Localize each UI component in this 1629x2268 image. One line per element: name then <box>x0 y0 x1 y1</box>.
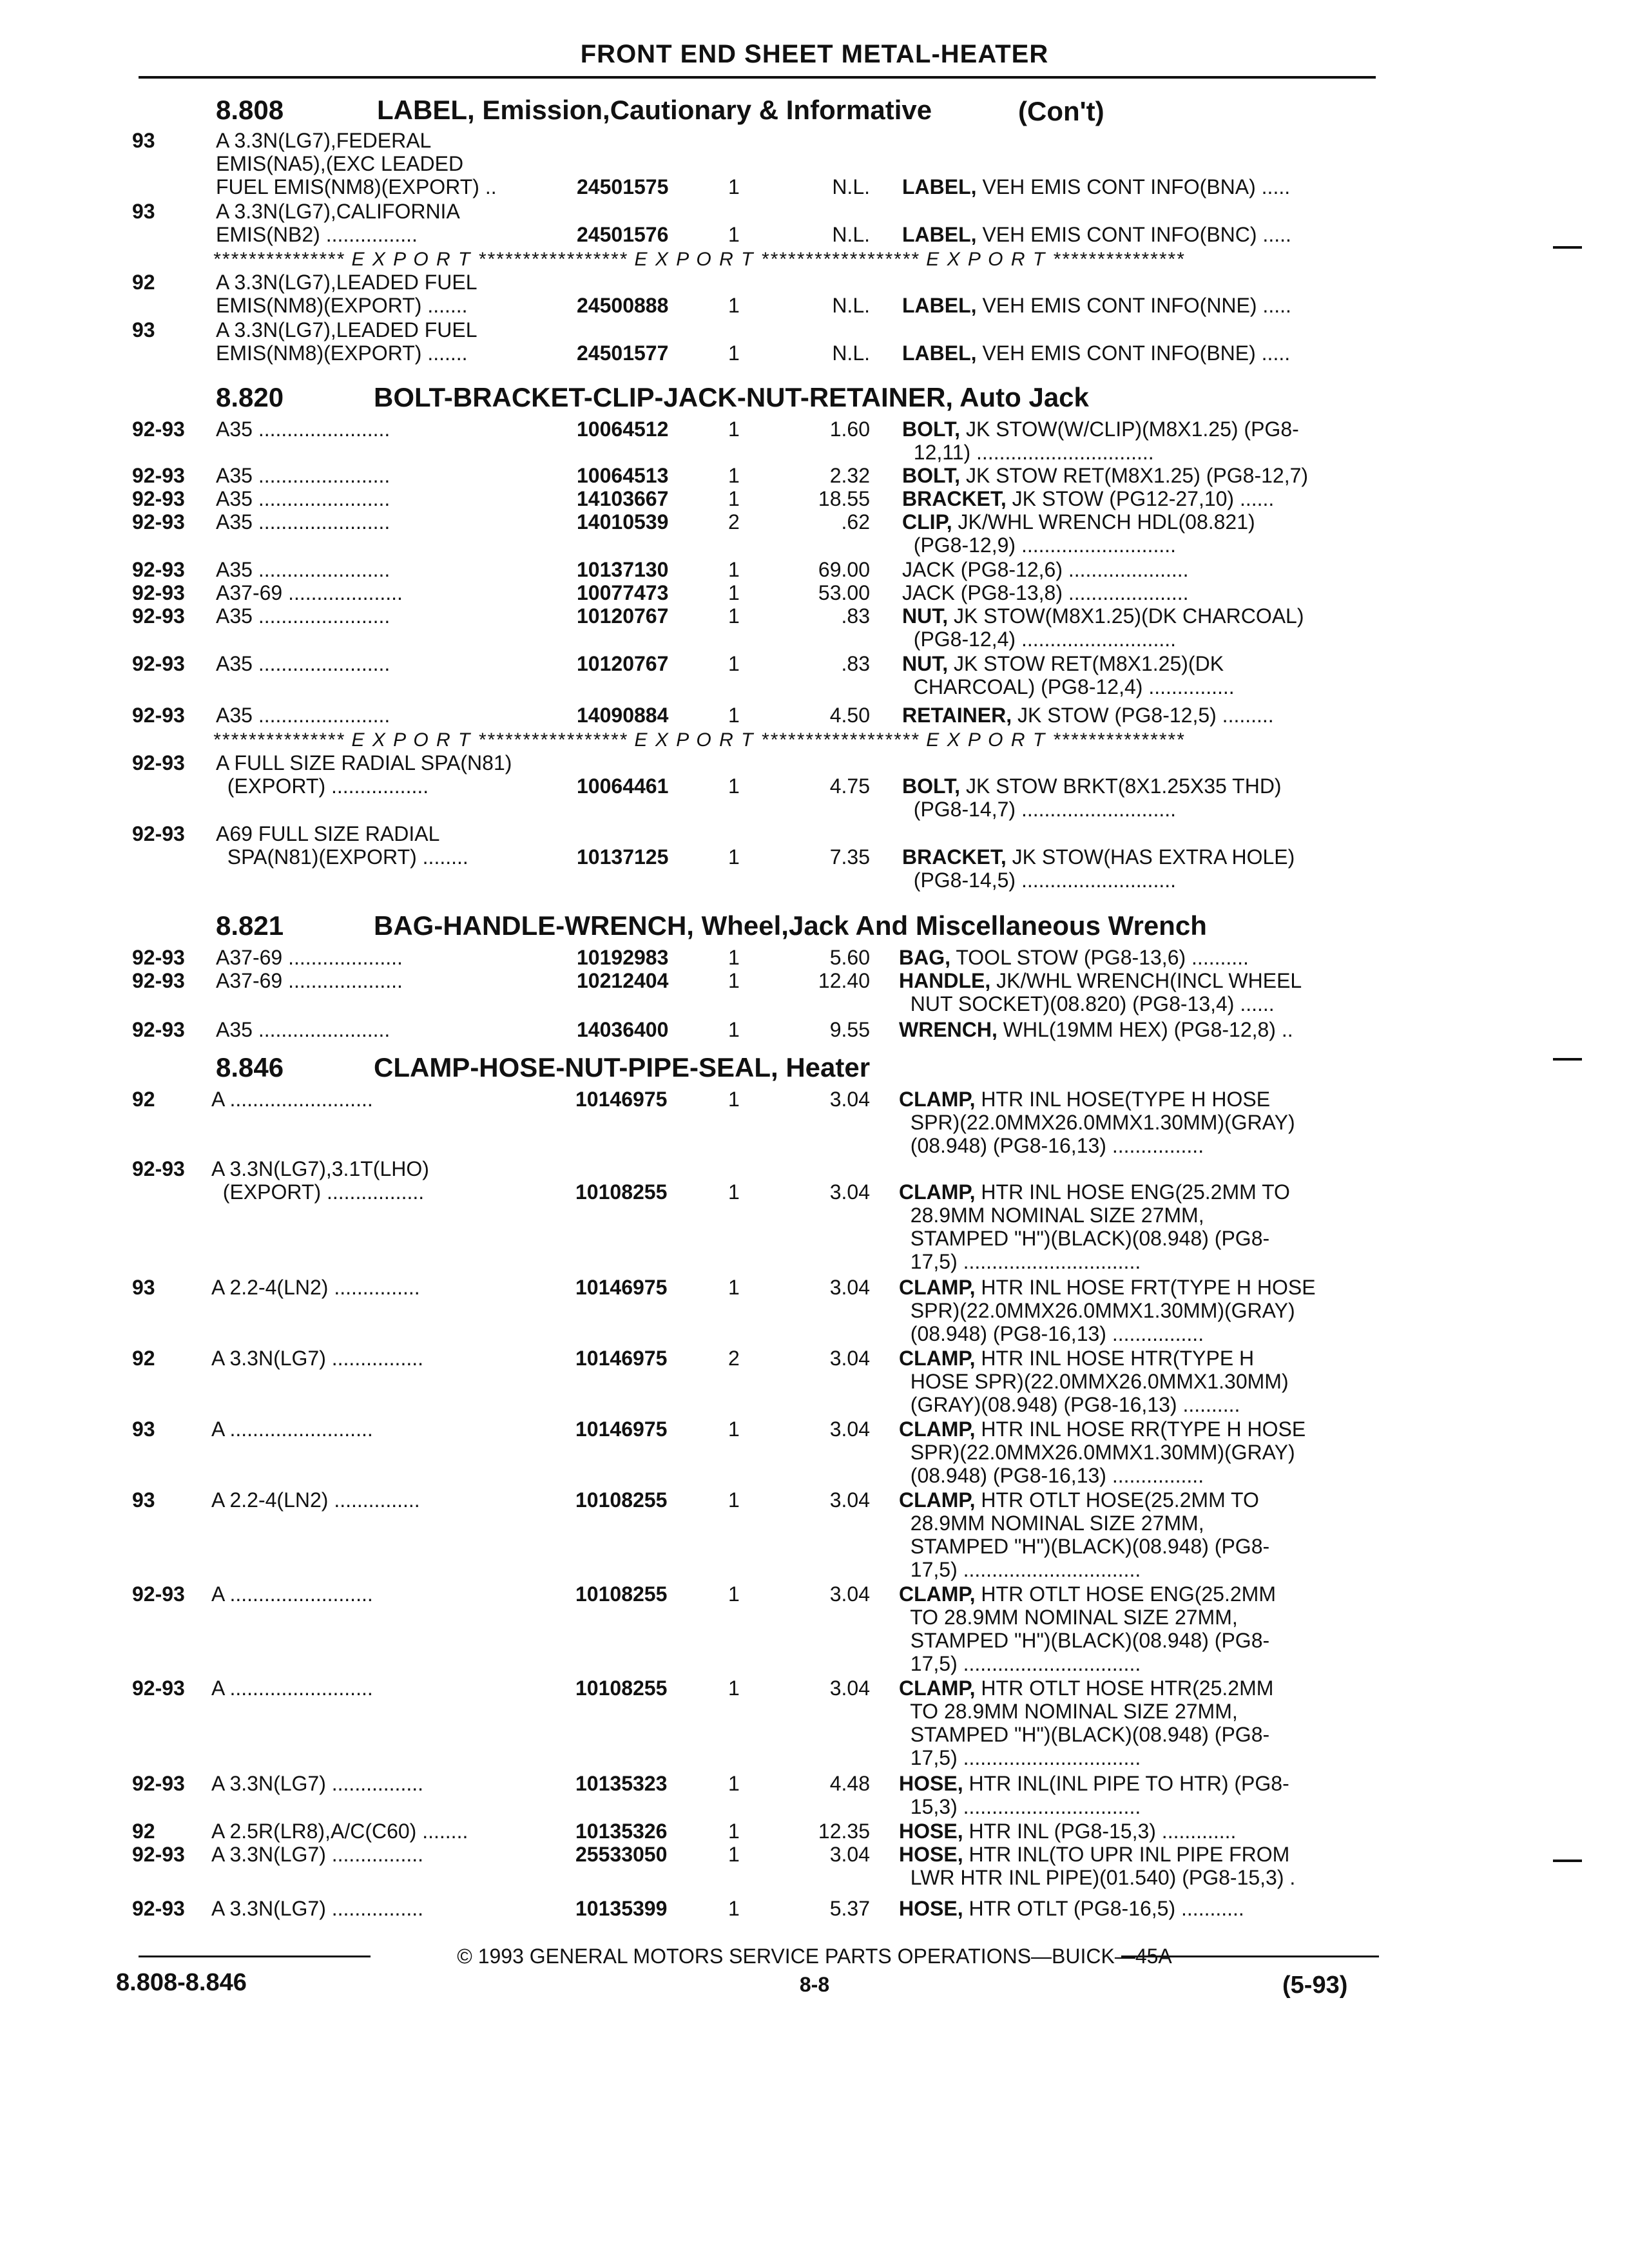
row-part-number: 10137130 <box>577 558 669 581</box>
row-part-number: 10146975 <box>575 1347 668 1370</box>
row-year: 92 <box>132 1347 155 1370</box>
row-description: CLAMP, HTR OTLT HOSE(25.2MM TO 28.9MM NOMINAL SIZE 27MM, STAMPED "H")(BLACK)(08.948) (PG8- 17,5) ............................... <box>899 1488 1270 1581</box>
section-title: CLAMP-HOSE-NUT-PIPE-SEAL, Heater <box>374 1052 871 1082</box>
row-application: A35 ....................... <box>216 704 390 727</box>
row-description: BOLT, JK STOW RET(M8X1.25) (PG8-12,7) <box>902 464 1309 487</box>
row-price: 3.04 <box>829 1488 870 1512</box>
row-part-number: 24501575 <box>577 175 669 198</box>
row-application: A37-69 .................... <box>216 946 403 969</box>
row-application: A 3.3N(LG7),CALIFORNIA EMIS(NB2) ................ <box>216 200 460 246</box>
row-quantity: 1 <box>728 1418 740 1441</box>
row-year: 92-93 <box>132 751 185 774</box>
row-part-number: 10108255 <box>575 1677 668 1700</box>
row-part-number: 10146975 <box>575 1088 668 1111</box>
footer-section-range: 8.808-8.846 <box>116 1969 247 1996</box>
row-quantity: 1 <box>728 946 740 969</box>
row-application: A35 ....................... <box>216 604 390 628</box>
row-description: BOLT, JK STOW BRKT(8X1.25X35 THD) (PG8-14,7) ........................... <box>902 774 1282 821</box>
row-price: 5.37 <box>829 1897 870 1920</box>
row-year: 92-93 <box>132 1843 185 1866</box>
row-year: 92-93 <box>132 1018 185 1041</box>
row-price: .62 <box>841 510 870 533</box>
row-quantity: 1 <box>728 464 740 487</box>
row-year: 92-93 <box>132 1582 185 1606</box>
row-quantity: 1 <box>728 1772 740 1795</box>
row-application: A 2.2-4(LN2) ............... <box>211 1488 420 1512</box>
row-year: 92-93 <box>132 1897 185 1920</box>
header-rule <box>139 76 1376 79</box>
row-application: A35 ....................... <box>216 1018 390 1041</box>
row-price: 1.60 <box>829 418 870 441</box>
row-price: 3.04 <box>829 1347 870 1370</box>
row-part-number: 10120767 <box>577 652 669 675</box>
row-part-number: 24501577 <box>577 341 669 365</box>
row-part-number: 14036400 <box>577 1018 669 1041</box>
row-application: A ......................... <box>211 1677 373 1700</box>
footer-date: (5-93) <box>1282 1972 1348 1999</box>
row-quantity: 1 <box>728 1018 740 1041</box>
row-quantity: 1 <box>728 652 740 675</box>
row-description: CLAMP, HTR OTLT HOSE HTR(25.2MM TO 28.9MM NOMINAL SIZE 27MM, STAMPED "H")(BLACK)(08.948) (PG8- 17,5) ............................... <box>899 1677 1274 1769</box>
row-description: LABEL, VEH EMIS CONT INFO(BNC) ..... <box>902 223 1291 246</box>
row-application: A FULL SIZE RADIAL SPA(N81) (EXPORT) ................. <box>216 751 512 798</box>
row-quantity: 1 <box>728 969 740 992</box>
row-price: N.L. <box>832 223 870 246</box>
row-price: 3.04 <box>829 1180 870 1204</box>
row-application: A35 ....................... <box>216 487 390 510</box>
row-application: A35 ....................... <box>216 652 390 675</box>
row-description: CLAMP, HTR INL HOSE(TYPE H HOSE SPR)(22.0MMX26.0MMX1.30MM)(GRAY) (08.948) (PG8-16,13) ................ <box>899 1088 1295 1157</box>
row-part-number: 24501576 <box>577 223 669 246</box>
row-description: LABEL, VEH EMIS CONT INFO(BNA) ..... <box>902 175 1291 198</box>
export-banner: *************** E X P O R T ***************** E X P O R T ****************** E X P O R T *************** <box>213 729 1185 751</box>
section-suffix: (Con't) <box>1018 96 1104 126</box>
row-part-number: 10120767 <box>577 604 669 628</box>
row-quantity: 1 <box>728 704 740 727</box>
row-quantity: 1 <box>728 418 740 441</box>
row-year: 92 <box>132 1820 155 1843</box>
row-price: 4.75 <box>829 774 870 798</box>
section-title: LABEL, Emission,Cautionary & Informative <box>377 95 932 125</box>
row-description: NUT, JK STOW(M8X1.25)(DK CHARCOAL) (PG8-12,4) ........................... <box>902 604 1304 651</box>
row-application: A35 ....................... <box>216 510 390 533</box>
row-year: 93 <box>132 200 155 223</box>
row-price: N.L. <box>832 341 870 365</box>
row-part-number: 10212404 <box>577 969 669 992</box>
row-quantity: 1 <box>728 774 740 798</box>
row-part-number: 10077473 <box>577 581 669 604</box>
row-quantity: 1 <box>728 1677 740 1700</box>
row-year: 92-93 <box>132 1157 185 1180</box>
row-quantity: 1 <box>728 558 740 581</box>
row-price: .83 <box>841 652 870 675</box>
row-part-number: 10064461 <box>577 774 669 798</box>
row-quantity: 1 <box>728 1276 740 1299</box>
row-part-number: 10135326 <box>575 1820 668 1843</box>
row-year: 92-93 <box>132 604 185 628</box>
row-description: CLAMP, HTR OTLT HOSE ENG(25.2MM TO 28.9MM NOMINAL SIZE 27MM, STAMPED "H")(BLACK)(08.948) (PG8- 17,5) ............................... <box>899 1582 1276 1675</box>
row-application: A 3.3N(LG7) ................ <box>211 1772 423 1795</box>
row-price: 3.04 <box>829 1088 870 1111</box>
row-quantity: 2 <box>728 1347 740 1370</box>
row-year: 92 <box>132 271 155 294</box>
row-price: 9.55 <box>829 1018 870 1041</box>
row-quantity: 1 <box>728 1843 740 1866</box>
row-price: 3.04 <box>829 1418 870 1441</box>
row-year: 93 <box>132 318 155 341</box>
row-quantity: 1 <box>728 1582 740 1606</box>
row-description: RETAINER, JK STOW (PG8-12,5) ......... <box>902 704 1274 727</box>
row-part-number: 24500888 <box>577 294 669 317</box>
row-description: BRACKET, JK STOW (PG12-27,10) ...... <box>902 487 1275 510</box>
row-price: 12.40 <box>818 969 870 992</box>
row-price: N.L. <box>832 294 870 317</box>
row-description: BOLT, JK STOW(W/CLIP)(M8X1.25) (PG8- 12,11) ............................... <box>902 418 1299 464</box>
row-quantity: 1 <box>728 1088 740 1111</box>
row-part-number: 14103667 <box>577 487 669 510</box>
footer-copyright: © 1993 GENERAL MOTORS SERVICE PARTS OPERATIONS—BUICK—45A <box>457 1945 1172 1968</box>
row-part-number: 10192983 <box>577 946 669 969</box>
row-description: CLIP, JK/WHL WRENCH HDL(08.821) (PG8-12,9) ........................... <box>902 510 1255 557</box>
row-application: A 2.2-4(LN2) ............... <box>211 1276 420 1299</box>
row-application: A 2.5R(LR8),A/C(C60) ........ <box>211 1820 468 1843</box>
margin-mark <box>1553 246 1582 249</box>
row-year: 92-93 <box>132 464 185 487</box>
footer-page-number: 8-8 <box>799 1973 830 1996</box>
row-application: A 3.3N(LG7),LEADED FUEL EMIS(NM8)(EXPORT) ....... <box>216 271 477 317</box>
row-description: JACK (PG8-12,6) ..................... <box>902 558 1189 581</box>
row-description: HOSE, HTR INL(INL PIPE TO HTR) (PG8- 15,3) ............................... <box>899 1772 1289 1818</box>
row-year: 92-93 <box>132 487 185 510</box>
row-year: 92 <box>132 1088 155 1111</box>
row-quantity: 2 <box>728 510 740 533</box>
section-number: 8.820 <box>216 382 284 412</box>
row-part-number: 25533050 <box>575 1843 668 1866</box>
row-price: 4.48 <box>829 1772 870 1795</box>
row-price: 7.35 <box>829 845 870 869</box>
row-application: A 3.3N(LG7) ................ <box>211 1347 423 1370</box>
section-title: BOLT-BRACKET-CLIP-JACK-NUT-RETAINER, Auto Jack <box>374 382 1089 412</box>
row-application: A35 ....................... <box>216 558 390 581</box>
row-part-number: 10108255 <box>575 1488 668 1512</box>
row-description: BRACKET, JK STOW(HAS EXTRA HOLE) (PG8-14,5) ........................... <box>902 845 1295 892</box>
row-application: A37-69 .................... <box>216 969 403 992</box>
section-title: BAG-HANDLE-WRENCH, Wheel,Jack And Miscellaneous Wrench <box>374 910 1207 941</box>
margin-mark <box>1553 1860 1582 1862</box>
section-number: 8.846 <box>216 1052 284 1082</box>
row-description: JACK (PG8-13,8) ..................... <box>902 581 1189 604</box>
row-description: CLAMP, HTR INL HOSE ENG(25.2MM TO 28.9MM NOMINAL SIZE 27MM, STAMPED "H")(BLACK)(08.948) (PG8- 17,5) ............................... <box>899 1180 1290 1273</box>
row-application: A 3.3N(LG7),FEDERAL EMIS(NA5),(EXC LEADED FUEL EMIS(NM8)(EXPORT) .. <box>216 129 497 198</box>
row-part-number: 10108255 <box>575 1180 668 1204</box>
section-number: 8.808 <box>216 95 284 125</box>
row-price: 3.04 <box>829 1276 870 1299</box>
row-part-number: 10135399 <box>575 1897 668 1920</box>
row-year: 92-93 <box>132 510 185 533</box>
row-part-number: 10146975 <box>575 1418 668 1441</box>
row-description: HANDLE, JK/WHL WRENCH(INCL WHEEL NUT SOCKET)(08.820) (PG8-13,4) ...... <box>899 969 1302 1015</box>
row-price: 3.04 <box>829 1843 870 1866</box>
row-price: .83 <box>841 604 870 628</box>
row-quantity: 1 <box>728 1897 740 1920</box>
row-year: 92-93 <box>132 946 185 969</box>
row-application: A 3.3N(LG7) ................ <box>211 1897 423 1920</box>
row-year: 92-93 <box>132 822 185 845</box>
row-description: HOSE, HTR INL (PG8-15,3) ............. <box>899 1820 1237 1843</box>
row-year: 92-93 <box>132 652 185 675</box>
row-price: 3.04 <box>829 1677 870 1700</box>
row-quantity: 1 <box>728 223 740 246</box>
row-quantity: 1 <box>728 1180 740 1204</box>
row-quantity: 1 <box>728 294 740 317</box>
row-application: A35 ....................... <box>216 418 390 441</box>
row-description: NUT, JK STOW RET(M8X1.25)(DK CHARCOAL) (PG8-12,4) ............... <box>902 652 1235 698</box>
row-part-number: 10064513 <box>577 464 669 487</box>
row-year: 92-93 <box>132 418 185 441</box>
row-part-number: 10108255 <box>575 1582 668 1606</box>
row-application: A 3.3N(LG7),LEADED FUEL EMIS(NM8)(EXPORT) ....... <box>216 318 477 365</box>
row-year: 92-93 <box>132 969 185 992</box>
row-price: 5.60 <box>829 946 870 969</box>
row-year: 92-93 <box>132 558 185 581</box>
row-description: HOSE, HTR OTLT (PG8-16,5) ........... <box>899 1897 1244 1920</box>
row-application: A37-69 .................... <box>216 581 403 604</box>
row-quantity: 1 <box>728 845 740 869</box>
row-year: 92-93 <box>132 581 185 604</box>
row-year: 92-93 <box>132 1677 185 1700</box>
row-description: CLAMP, HTR INL HOSE RR(TYPE H HOSE SPR)(22.0MMX26.0MMX1.30MM)(GRAY) (08.948) (PG8-16,13) ................ <box>899 1418 1306 1487</box>
row-quantity: 1 <box>728 1488 740 1512</box>
row-year: 92-93 <box>132 704 185 727</box>
margin-mark <box>1553 1058 1582 1061</box>
row-quantity: 1 <box>728 487 740 510</box>
row-price: N.L. <box>832 175 870 198</box>
section-number: 8.821 <box>216 910 284 941</box>
row-part-number: 10064512 <box>577 418 669 441</box>
row-part-number: 10146975 <box>575 1276 668 1299</box>
export-banner: *************** E X P O R T ***************** E X P O R T ****************** E X P O R T *************** <box>213 249 1185 270</box>
row-description: CLAMP, HTR INL HOSE HTR(TYPE H HOSE SPR)(22.0MMX26.0MMX1.30MM) (GRAY)(08.948) (PG8-16,13) .......... <box>899 1347 1289 1416</box>
row-quantity: 1 <box>728 604 740 628</box>
row-price: 18.55 <box>818 487 870 510</box>
row-year: 93 <box>132 1276 155 1299</box>
row-year: 92-93 <box>132 1772 185 1795</box>
row-application: A35 ....................... <box>216 464 390 487</box>
row-price: 4.50 <box>829 704 870 727</box>
row-price: 53.00 <box>818 581 870 604</box>
row-price: 2.32 <box>829 464 870 487</box>
row-description: HOSE, HTR INL(TO UPR INL PIPE FROM LWR HTR INL PIPE)(01.540) (PG8-15,3) . <box>899 1843 1296 1889</box>
row-price: 3.04 <box>829 1582 870 1606</box>
row-part-number: 10137125 <box>577 845 669 869</box>
row-part-number: 14090884 <box>577 704 669 727</box>
row-quantity: 1 <box>728 175 740 198</box>
row-application: A 3.3N(LG7),3.1T(LHO) (EXPORT) ................. <box>211 1157 429 1204</box>
row-part-number: 10135323 <box>575 1772 668 1795</box>
row-year: 93 <box>132 1418 155 1441</box>
row-quantity: 1 <box>728 581 740 604</box>
row-application: A ......................... <box>211 1418 373 1441</box>
page-title: FRONT END SHEET METAL-HEATER <box>580 40 1049 68</box>
row-description: LABEL, VEH EMIS CONT INFO(NNE) ..... <box>902 294 1291 317</box>
row-year: 93 <box>132 1488 155 1512</box>
row-description: LABEL, VEH EMIS CONT INFO(BNE) ..... <box>902 341 1291 365</box>
row-quantity: 1 <box>728 1820 740 1843</box>
row-application: A 3.3N(LG7) ................ <box>211 1843 423 1866</box>
row-quantity: 1 <box>728 341 740 365</box>
row-application: A ......................... <box>211 1088 373 1111</box>
row-description: WRENCH, WHL(19MM HEX) (PG8-12,8) .. <box>899 1018 1293 1041</box>
row-price: 12.35 <box>818 1820 870 1843</box>
row-description: BAG, TOOL STOW (PG8-13,6) .......... <box>899 946 1249 969</box>
row-application: A69 FULL SIZE RADIAL SPA(N81)(EXPORT) ........ <box>216 822 468 869</box>
row-application: A ......................... <box>211 1582 373 1606</box>
row-price: 69.00 <box>818 558 870 581</box>
row-part-number: 14010539 <box>577 510 669 533</box>
row-description: CLAMP, HTR INL HOSE FRT(TYPE H HOSE SPR)(22.0MMX26.0MMX1.30MM)(GRAY) (08.948) (PG8-16,13) ................ <box>899 1276 1316 1345</box>
row-year: 93 <box>132 129 155 152</box>
